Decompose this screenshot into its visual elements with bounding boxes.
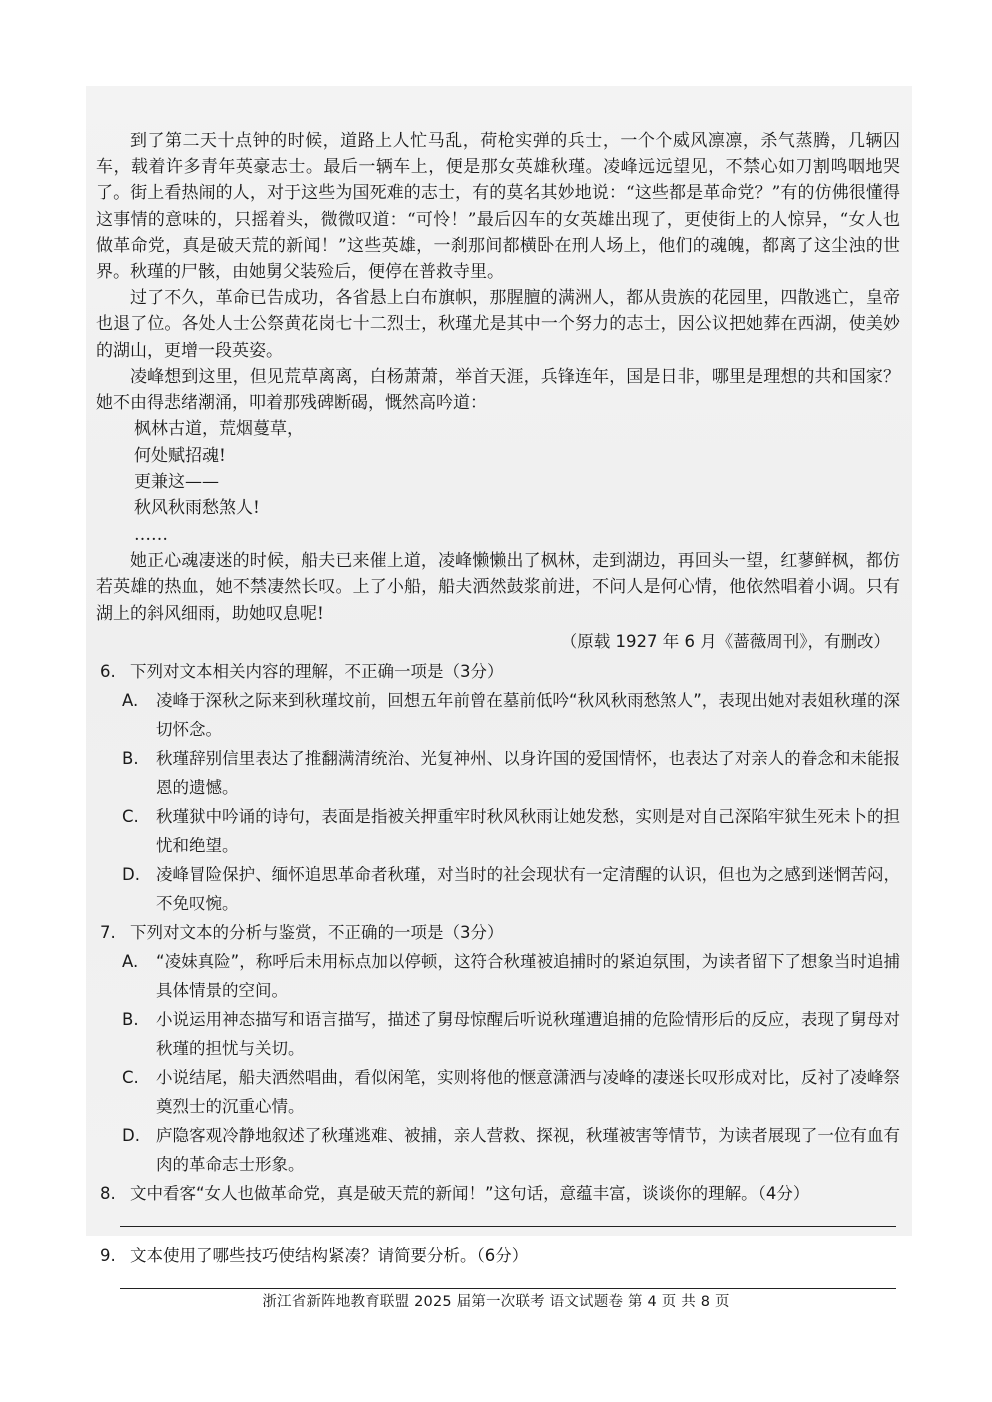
question-9: [96, 1241, 900, 1289]
question-number: 6.: [100, 661, 116, 681]
question-8: [96, 1179, 900, 1227]
poem-line-2: 何处赋招魂!: [134, 445, 226, 466]
question-text: 文本使用了哪些技巧使结构紧凑？请简要分析。（6分）: [130, 1245, 529, 1265]
question-text: 下列对文本的分析与鉴赏，不正确的一项是（3分）: [130, 922, 504, 942]
question-stem: [96, 1241, 900, 1270]
poem-line-1: 枫林古道，荒烟蔓草，: [134, 419, 304, 440]
passage-paragraph-2: 过了不久，革命已告成功，各省悬上白布旗帜，那腥膻的满洲人，都从贵族的花园里，四散逃亡，皇帝也退了位。各处人士公祭黄花岗七十二烈士，秋瑾尤是其中一个努力的志士，因公议把她葬在西湖，使美妙的湖山，更增一段英姿。: [96, 288, 900, 361]
question-text: 文中看客“女人也做革命党，真是破天荒的新闻！”这句话，意蕴丰富，谈谈你的理解。（4分）: [130, 1183, 810, 1203]
page-footer: 浙江省新阵地教育联盟 2025 届第一次联考 语文试题卷 第 4 页 共 8 页: [262, 1294, 730, 1310]
option-d[interactable]: [96, 860, 900, 918]
option-letter: D.: [122, 1125, 140, 1145]
option-letter: C.: [122, 1067, 139, 1087]
reading-passage: [96, 128, 900, 655]
option-text: 庐隐客观冷静地叙述了秋瑾逃难、被捕，亲人营救、探视，秋瑾被害等情节，为读者展现了一位有血有肉的革命志士形象。: [156, 1125, 900, 1174]
poem-line-5: ……: [134, 524, 168, 545]
option-text: 秋瑾狱中吟诵的诗句，表面是指被关押重牢时秋风秋雨让她发愁，实则是对自己深陷牢狱生死未卜的担忧和绝望。: [156, 806, 900, 855]
passage-paragraph-3: 凌峰想到这里，但见荒草离离，白杨萧萧，举首天涯，兵锋连年，国是日非，哪里是理想的共和国家？她不由得悲绪潮涌，叩着那残碑断碣，慨然高吟道：: [96, 366, 900, 414]
question-7: [96, 918, 900, 1179]
option-b[interactable]: [96, 1005, 900, 1063]
question-number: 8.: [100, 1183, 116, 1203]
option-letter: A.: [122, 690, 139, 710]
answer-line[interactable]: [120, 1288, 896, 1289]
option-c[interactable]: [96, 802, 900, 860]
option-text: 凌峰于深秋之际来到秋瑾坟前，回想五年前曾在墓前低吟“秋风秋雨愁煞人”，表现出她对表姐秋瑾的深切怀念。: [156, 690, 900, 739]
option-text: 小说结尾，船夫洒然唱曲，看似闲笔，实则将他的惬意潇洒与凌峰的凄迷长叹形成对比，反衬了凌峰祭奠烈士的沉重心情。: [156, 1067, 900, 1116]
option-letter: A.: [122, 951, 139, 971]
option-text: 秋瑾辞别信里表达了推翻满清统治、光复神州、以身许国的爱国情怀，也表达了对亲人的眷念和未能报恩的遗憾。: [156, 748, 900, 797]
option-text: “凌妹真险”，称呼后未用标点加以停顿，这符合秋瑾被追捕时的紧迫氛围，为读者留下了想象当时追捕具体情景的空间。: [156, 951, 900, 1000]
question-text: 下列对文本相关内容的理解，不正确一项是（3分）: [130, 661, 504, 681]
passage-source: （原载 1927 年 6 月《蔷薇周刊》，有删改）: [560, 631, 890, 651]
poem-line-4: 秋风秋雨愁煞人!: [134, 498, 260, 519]
question-number: 9.: [100, 1245, 116, 1265]
option-letter: B.: [122, 748, 139, 768]
answer-line[interactable]: [120, 1226, 896, 1227]
option-c[interactable]: [96, 1063, 900, 1121]
passage-paragraph-1: 到了第二天十点钟的时候，道路上人忙马乱，荷枪实弹的兵士，一个个威风凛凛，杀气蒸腾，几辆囚车，载着许多青年英豪志士。最后一辆车上，便是那女英雄秋瑾。凌峰远远望见，不禁心如刀割鸣咽地哭了。街上看热闹的人，对于这些为国死难的志士，有的莫名其妙地说：“这些都是革命党？”有的仿佛很懂得这事情的意味的，只摇着头，微微叹道：“可怜！”最后囚车的女英雄出现了，更使街上的人惊异，“女人也做革命党，真是破天荒的新闻！”这些英雄，一刹那间都横卧在刑人场上，他们的魂魄，都离了这尘浊的世界。秋瑾的尸骸，由她舅父装殓后，便停在普救寺里。: [96, 131, 900, 283]
question-list: [96, 657, 900, 1289]
option-d[interactable]: [96, 1121, 900, 1179]
question-6: [96, 657, 900, 918]
option-text: 小说运用神态描写和语言描写，描述了舅母惊醒后听说秋瑾遭追捕的危险情形后的反应，表现了舅母对秋瑾的担忧与关切。: [156, 1009, 900, 1058]
question-stem: [96, 918, 900, 947]
question-number: 7.: [100, 922, 116, 942]
option-letter: C.: [122, 806, 139, 826]
passage-closing-paragraph: 她正心魂凄迷的时候，船夫已来催上道，凌峰懒懒出了枫林，走到湖边，再回头一望，红蓼鲜枫，都仿若英雄的热血，她不禁凄然长叹。上了小船，船夫洒然鼓浆前进，不问人是何心情，他依然唱着小调。只有湖上的斜风细雨，助她叹息呢!: [96, 551, 900, 624]
question-stem: [96, 657, 900, 686]
option-a[interactable]: [96, 686, 900, 744]
option-text: 凌峰冒险保护、缅怀追思革命者秋瑾，对当时的社会现状有一定清醒的认识，但也为之感到迷惘苦闷，不免叹惋。: [156, 864, 900, 913]
poem-line-3: 更兼这——: [134, 472, 219, 493]
page-content: [96, 128, 900, 1303]
question-stem: [96, 1179, 900, 1208]
option-letter: B.: [122, 1009, 139, 1029]
option-letter: D.: [122, 864, 140, 884]
option-b[interactable]: [96, 744, 900, 802]
option-a[interactable]: [96, 947, 900, 1005]
poem-block: [96, 416, 900, 548]
